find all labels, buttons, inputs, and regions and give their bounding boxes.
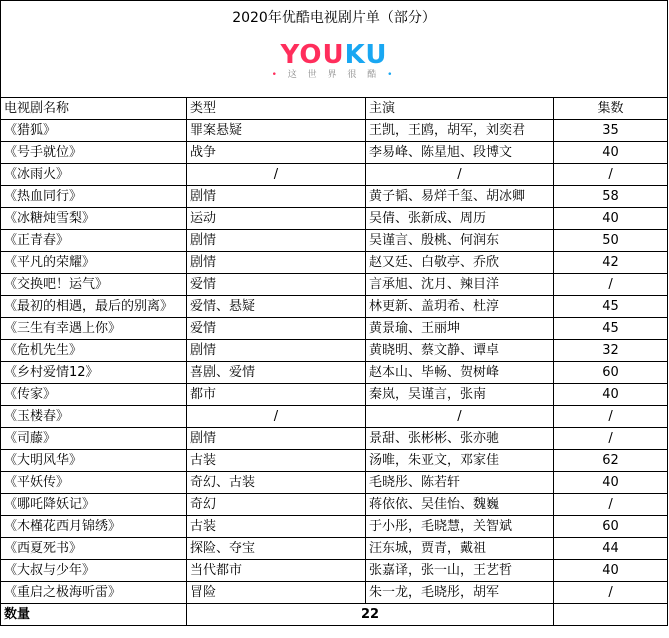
cell-type[interactable]: 爱情、悬疑 (187, 296, 366, 318)
cell-type[interactable]: 古装 (187, 450, 366, 472)
table-row (1, 472, 668, 494)
cell-cast[interactable]: / (366, 406, 554, 428)
cell-name[interactable]: 《传家》 (1, 384, 187, 406)
cell-episodes[interactable]: 58 (554, 186, 668, 208)
cell-name[interactable]: 《危机先生》 (1, 340, 187, 362)
cell-episodes[interactable]: 40 (554, 384, 668, 406)
cell-cast[interactable]: 王凯，王鸥，胡军，刘奕君 (366, 120, 554, 142)
total-value[interactable]: 22 (187, 604, 554, 626)
page-title: 2020年优酷电视剧片单（部分） (232, 10, 436, 26)
cell-episodes[interactable]: / (554, 164, 668, 186)
cell-cast[interactable]: 黄子韬、易烊千玺、胡冰卿 (366, 186, 554, 208)
cell-type[interactable]: 运动 (187, 208, 366, 230)
cell-type[interactable]: 剧情 (187, 252, 366, 274)
cell-name[interactable]: 《号手就位》 (1, 142, 187, 164)
table-row (1, 362, 668, 384)
cell-type[interactable]: 奇幻、古装 (187, 472, 366, 494)
cell-episodes[interactable]: 35 (554, 120, 668, 142)
header-cast[interactable]: 主演 (366, 98, 554, 120)
youku-slogan: • 这 世 界 很 酷 • (271, 70, 397, 80)
cell-episodes[interactable]: 40 (554, 560, 668, 582)
cell-type[interactable]: 剧情 (187, 230, 366, 252)
cell-name[interactable]: 《猎狐》 (1, 120, 187, 142)
cell-cast[interactable]: 毛晓彤、陈若轩 (366, 472, 554, 494)
cell-type[interactable]: 剧情 (187, 186, 366, 208)
cell-episodes[interactable]: 60 (554, 516, 668, 538)
cell-name[interactable]: 《三生有幸遇上你》 (1, 318, 187, 340)
table-row (1, 230, 668, 252)
youku-logo-word: YOUKU (280, 40, 388, 70)
cell-episodes[interactable]: / (554, 494, 668, 516)
cell-type[interactable]: 剧情 (187, 428, 366, 450)
cell-episodes[interactable]: 45 (554, 296, 668, 318)
table-row (1, 142, 668, 164)
cell-name[interactable]: 《热血同行》 (1, 186, 187, 208)
cell-episodes[interactable]: 60 (554, 362, 668, 384)
table-row (1, 274, 668, 296)
cell-episodes[interactable]: 62 (554, 450, 668, 472)
table-row (1, 384, 668, 406)
cell-cast[interactable]: 林更新、盖玥希、杜淳 (366, 296, 554, 318)
cell-name[interactable]: 《乡村爱情12》 (1, 362, 187, 384)
cell-name[interactable]: 《冰雨火》 (1, 164, 187, 186)
cell-cast[interactable]: / (366, 164, 554, 186)
cell-cast[interactable]: 汤唯，朱亚文，邓家佳 (366, 450, 554, 472)
cell-episodes[interactable]: 40 (554, 208, 668, 230)
cell-cast[interactable]: 黄晓明、蔡文静、谭卓 (366, 340, 554, 362)
cell-name[interactable]: 《平妖传》 (1, 472, 187, 494)
cell-type[interactable]: 爱情 (187, 318, 366, 340)
cell-type[interactable]: 探险、夺宝 (187, 538, 366, 560)
header-name[interactable]: 电视剧名称 (1, 98, 187, 120)
cell-name[interactable]: 《交换吧！运气》 (1, 274, 187, 296)
cell-cast[interactable]: 于小彤，毛晓慧，关智斌 (366, 516, 554, 538)
cell-episodes[interactable]: 45 (554, 318, 668, 340)
cell-episodes[interactable]: 32 (554, 340, 668, 362)
cell-cast[interactable]: 赵又廷、白敬亭、乔欣 (366, 252, 554, 274)
cell-cast[interactable]: 赵本山、毕畅、贺树峰 (366, 362, 554, 384)
cell-cast[interactable]: 张嘉译，张一山，王艺哲 (366, 560, 554, 582)
cell-episodes[interactable]: / (554, 582, 668, 604)
cell-type[interactable]: 剧情 (187, 340, 366, 362)
table-row (1, 252, 668, 274)
table-row (1, 296, 668, 318)
cell-type[interactable]: 喜剧、爱情 (187, 362, 366, 384)
cell-name[interactable]: 《冰糖炖雪梨》 (1, 208, 187, 230)
cell-type[interactable]: 罪案悬疑 (187, 120, 366, 142)
youku-logo (264, 41, 404, 81)
cell-episodes[interactable]: 40 (554, 472, 668, 494)
header-episodes[interactable]: 集数 (554, 98, 668, 120)
cell-episodes[interactable]: / (554, 274, 668, 296)
cell-cast[interactable]: 吴倩、张新成、周历 (366, 208, 554, 230)
total-row (1, 604, 668, 626)
cell-name[interactable]: 《平凡的荣耀》 (1, 252, 187, 274)
table-row (1, 406, 668, 428)
cell-cast[interactable]: 景甜、张彬彬、张亦驰 (366, 428, 554, 450)
cell-episodes[interactable]: / (554, 428, 668, 450)
cell-episodes[interactable]: 50 (554, 230, 668, 252)
header-row (1, 98, 668, 120)
cell-name[interactable]: 《哪吒降妖记》 (1, 494, 187, 516)
cell-episodes[interactable]: / (554, 406, 668, 428)
table-row (1, 582, 668, 604)
cell-cast[interactable]: 言承旭、沈月、辣目洋 (366, 274, 554, 296)
cell-name[interactable]: 《大叔与少年》 (1, 560, 187, 582)
table-row (1, 450, 668, 472)
cell-type[interactable]: 古装 (187, 516, 366, 538)
cell-type[interactable]: 奇幻 (187, 494, 366, 516)
cell-type[interactable]: 冒险 (187, 582, 366, 604)
header-type[interactable]: 类型 (187, 98, 366, 120)
cell-type[interactable]: 爱情 (187, 274, 366, 296)
cell-episodes[interactable]: 40 (554, 142, 668, 164)
cell-name[interactable]: 《正青春》 (1, 230, 187, 252)
cell-name[interactable]: 《重启之极海听雷》 (1, 582, 187, 604)
cell-type[interactable]: 都市 (187, 384, 366, 406)
cell-name[interactable]: 《司藤》 (1, 428, 187, 450)
cell-type[interactable]: 当代都市 (187, 560, 366, 582)
cell-name[interactable]: 《大明风华》 (1, 450, 187, 472)
cell-cast[interactable]: 吴谨言、殷桃、何润东 (366, 230, 554, 252)
table-row (1, 164, 668, 186)
cell-cast[interactable]: 黄景瑜、王丽坤 (366, 318, 554, 340)
table-row (1, 186, 668, 208)
table-row (1, 428, 668, 450)
cell-cast[interactable]: 朱一龙，毛晓彤，胡军 (366, 582, 554, 604)
cell-episodes[interactable]: 44 (554, 538, 668, 560)
table-row (1, 318, 668, 340)
total-label[interactable]: 数量 (1, 604, 187, 626)
table-row (1, 208, 668, 230)
title-cell (1, 1, 668, 98)
table-row (1, 494, 668, 516)
cell-type[interactable]: / (187, 406, 366, 428)
table-row (1, 538, 668, 560)
cell-type[interactable]: / (187, 164, 366, 186)
cell-name[interactable]: 《最初的相遇，最后的别离》 (1, 296, 187, 318)
total-empty-cell[interactable] (554, 604, 668, 626)
table-row (1, 560, 668, 582)
cell-episodes[interactable]: 42 (554, 252, 668, 274)
table-row (1, 516, 668, 538)
table-row (1, 340, 668, 362)
cell-name[interactable]: 《木槿花西月锦绣》 (1, 516, 187, 538)
cell-type[interactable]: 战争 (187, 142, 366, 164)
cell-cast[interactable]: 李易峰、陈星旭、段博文 (366, 142, 554, 164)
cell-cast[interactable]: 汪东城，贾青，戴祖 (366, 538, 554, 560)
cell-name[interactable]: 《西夏死书》 (1, 538, 187, 560)
cell-cast[interactable]: 秦岚，吴谨言，张南 (366, 384, 554, 406)
cell-name[interactable]: 《玉楼春》 (1, 406, 187, 428)
table-row (1, 120, 668, 142)
cell-cast[interactable]: 蒋依依、吴佳怡、魏巍 (366, 494, 554, 516)
